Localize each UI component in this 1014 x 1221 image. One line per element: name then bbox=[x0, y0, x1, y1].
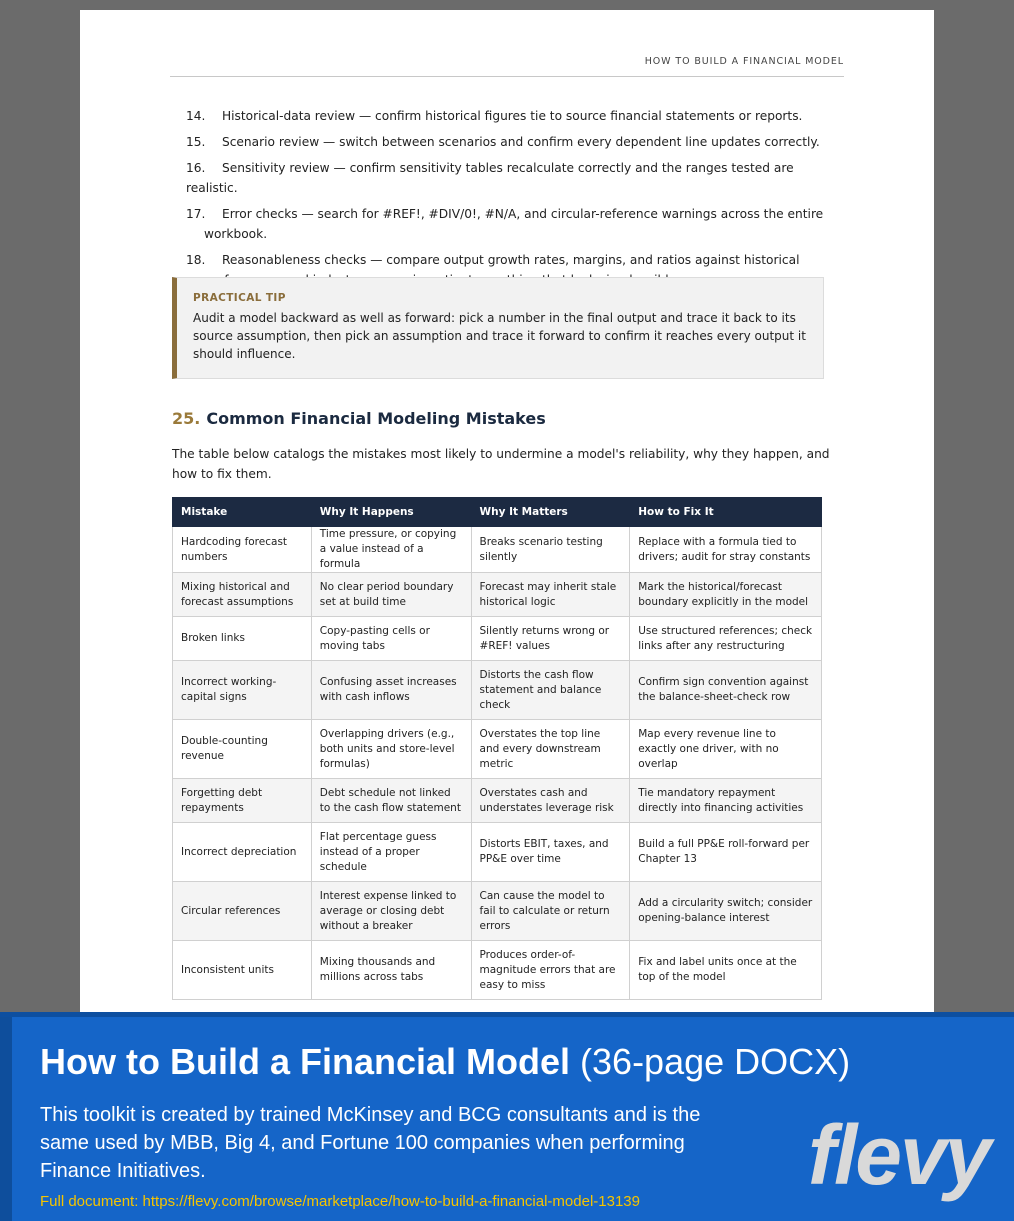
table-row bbox=[173, 941, 822, 1000]
banner-title-format: (36-page DOCX) bbox=[580, 1041, 851, 1082]
table-cell: Confusing asset increases with cash inflows bbox=[311, 661, 471, 720]
list-number: 15. bbox=[186, 135, 206, 149]
table-row bbox=[173, 720, 822, 779]
list-number: 14. bbox=[186, 109, 206, 123]
table-row bbox=[173, 661, 822, 720]
list-item bbox=[186, 204, 836, 244]
list-number: 17. bbox=[186, 207, 206, 221]
list-text: Sensitivity review — confirm sensitivity tables recalculate correctly and the ranges tested are realistic. bbox=[186, 161, 794, 195]
table-cell: Flat percentage guess instead of a proper schedule bbox=[311, 823, 471, 882]
table-cell: Mark the historical/forecast boundary explicitly in the model bbox=[630, 573, 822, 617]
table-cell: Hardcoding forecast numbers bbox=[173, 527, 312, 573]
list-text: Reasonableness checks — compare output growth rates, margins, and ratios against historical bbox=[222, 253, 800, 267]
banner-title-main: How to Build a Financial Model bbox=[40, 1041, 571, 1082]
table-cell: Build a full PP&E roll-forward per Chapter 13 bbox=[630, 823, 822, 882]
promo-banner bbox=[0, 1012, 1014, 1221]
list-text: Error checks — search for #REF!, #DIV/0!, #N/A, and circular-reference warnings across the entire bbox=[222, 207, 824, 221]
banner-description: This toolkit is created by trained McKinsey and BCG consultants and is the same used by MBB, Big 4, and Fortune 100 companies when performing Finance Initiatives. bbox=[40, 1104, 701, 1182]
table-cell: Fix and label units once at the top of the model bbox=[630, 941, 822, 1000]
section-intro: The table below catalogs the mistakes most likely to undermine a model's reliability, why they happen, and how to fix them. bbox=[172, 447, 830, 481]
table-cell: Interest expense linked to average or closing debt without a breaker bbox=[311, 882, 471, 941]
table-cell: Silently returns wrong or #REF! values bbox=[471, 617, 630, 661]
table-cell: Use structured references; check links after any restructuring bbox=[630, 617, 822, 661]
table-cell: Mixing historical and forecast assumptions bbox=[173, 573, 312, 617]
table-cell: Add a circularity switch; consider opening-balance interest bbox=[630, 882, 822, 941]
table-cell: Forgetting debt repayments bbox=[173, 779, 312, 823]
table-cell: Overstates the top line and every downstream metric bbox=[471, 720, 630, 779]
table-cell: Incorrect depreciation bbox=[173, 823, 312, 882]
running-header: HOW TO BUILD A FINANCIAL MODEL bbox=[644, 56, 844, 67]
table-cell: Breaks scenario testing silently bbox=[471, 527, 630, 573]
checklist bbox=[186, 106, 836, 296]
table-cell: Debt schedule not linked to the cash flow statement bbox=[311, 779, 471, 823]
document-page bbox=[80, 10, 934, 1020]
tip-body: Audit a model backward as well as forward: pick a number in the final output and trace it back to its source assumption, then pick an assumption and trace it forward to confirm it reaches every output it should influence. bbox=[193, 311, 806, 361]
list-item bbox=[186, 106, 836, 126]
table-cell: Forecast may inherit stale historical logic bbox=[471, 573, 630, 617]
table-cell: Time pressure, or copying a value instead of a formula bbox=[311, 527, 471, 573]
table-cell: Copy-pasting cells or moving tabs bbox=[311, 617, 471, 661]
list-text: Historical-data review — confirm historical figures tie to source financial statements or reports. bbox=[222, 109, 803, 123]
document-link[interactable]: Full document: https://flevy.com/browse/marketplace/how-to-build-a-financial-model-13139 bbox=[40, 1193, 640, 1210]
section-title: Common Financial Modeling Mistakes bbox=[206, 409, 546, 428]
table-cell: Double-counting revenue bbox=[173, 720, 312, 779]
table-header-row bbox=[173, 498, 822, 527]
table-row bbox=[173, 823, 822, 882]
table-cell: Confirm sign convention against the balance-sheet-check row bbox=[630, 661, 822, 720]
table-row bbox=[173, 617, 822, 661]
table-cell: Can cause the model to fail to calculate or return errors bbox=[471, 882, 630, 941]
table-row bbox=[173, 527, 822, 573]
table-row bbox=[173, 573, 822, 617]
flevy-logo: flevy bbox=[808, 1108, 990, 1202]
column-header: Why It Happens bbox=[311, 498, 471, 527]
table-cell: Distorts EBIT, taxes, and PP&E over time bbox=[471, 823, 630, 882]
list-number: 16. bbox=[186, 161, 206, 175]
banner-accent-strip bbox=[0, 1017, 12, 1221]
list-item bbox=[186, 158, 836, 198]
table-cell: Tie mandatory repayment directly into financing activities bbox=[630, 779, 822, 823]
column-header: Why It Matters bbox=[471, 498, 630, 527]
tip-label: PRACTICAL TIP bbox=[193, 292, 286, 304]
table-cell: Produces order-of-magnitude errors that are easy to miss bbox=[471, 941, 630, 1000]
table-cell: Map every revenue line to exactly one driver, with no overlap bbox=[630, 720, 822, 779]
table-cell: Distorts the cash flow statement and balance check bbox=[471, 661, 630, 720]
table-cell: Circular references bbox=[173, 882, 312, 941]
table-cell: Broken links bbox=[173, 617, 312, 661]
section-heading bbox=[172, 409, 546, 428]
column-header: How to Fix It bbox=[630, 498, 822, 527]
table-cell: Overlapping drivers (e.g., both units and store-level formulas) bbox=[311, 720, 471, 779]
table-row bbox=[173, 882, 822, 941]
table-cell: No clear period boundary set at build time bbox=[311, 573, 471, 617]
mistakes-table bbox=[172, 497, 822, 1000]
table-cell: Replace with a formula tied to drivers; audit for stray constants bbox=[630, 527, 822, 573]
section-number: 25. bbox=[172, 409, 201, 428]
column-header: Mistake bbox=[173, 498, 312, 527]
table-cell: Mixing thousands and millions across tabs bbox=[311, 941, 471, 1000]
table-cell: Inconsistent units bbox=[173, 941, 312, 1000]
list-item bbox=[186, 132, 836, 152]
table-cell: Overstates cash and understates leverage risk bbox=[471, 779, 630, 823]
list-text-continued: workbook. bbox=[204, 227, 268, 241]
table-row bbox=[173, 779, 822, 823]
practical-tip-callout bbox=[172, 277, 824, 379]
list-number: 18. bbox=[186, 253, 206, 267]
header-divider bbox=[170, 76, 844, 77]
table-cell: Incorrect working-capital signs bbox=[173, 661, 312, 720]
banner-title bbox=[40, 1041, 850, 1083]
list-text: Scenario review — switch between scenarios and confirm every dependent line updates correctly. bbox=[222, 135, 820, 149]
